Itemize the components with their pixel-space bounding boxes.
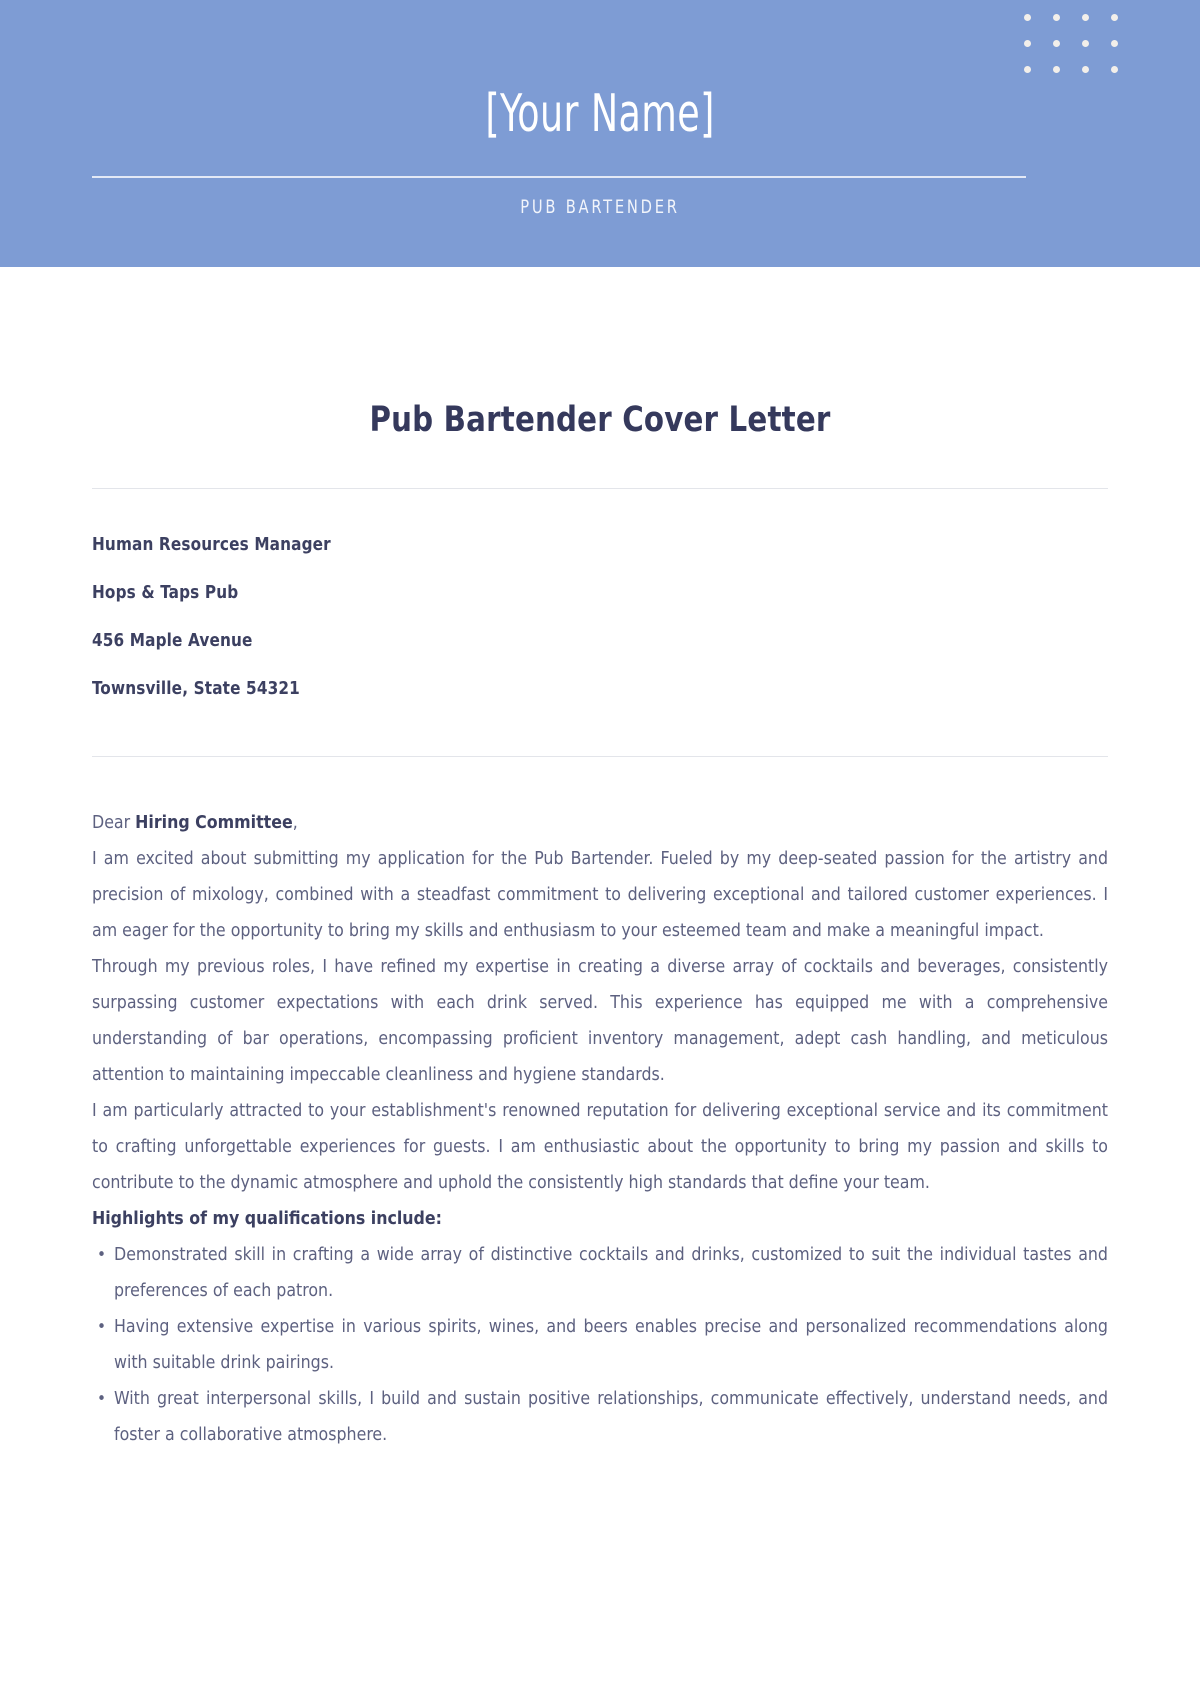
list-item: • Demonstrated skill in crafting a wide array of distinctive cocktails and drinks, customized to suit the individual tastes and preferences of each patron.: [92, 1237, 1108, 1309]
applicant-job-title: PUB BARTENDER: [520, 196, 680, 218]
highlights-heading: Highlights of my qualifications include:: [92, 1209, 442, 1229]
dot-icon: [1082, 40, 1089, 47]
dot-icon: [1082, 66, 1089, 73]
dot-icon: [1053, 40, 1060, 47]
document-body: [0, 400, 1200, 1453]
dot-icon: [1111, 66, 1118, 73]
letter-body: [92, 805, 1108, 1453]
list-item: • With great interpersonal skills, I build and sustain positive relationships, communicate effectively, understand needs, and foster a collaborative atmosphere.: [92, 1381, 1108, 1453]
dot-icon: [1111, 14, 1118, 21]
recipient-line: Human Resources Manager: [92, 535, 331, 555]
applicant-name-container: [0, 84, 1200, 144]
page-title: Pub Bartender Cover Letter: [369, 400, 831, 440]
qualifications-list: [92, 1237, 1108, 1453]
recipient-line: Hops & Taps Pub: [92, 583, 239, 603]
header-divider-rule: [92, 176, 1026, 178]
letter-paragraph: Through my previous roles, I have refined my expertise in creating a diverse array of cocktails and beverages, consistently surpassing customer expectations with each drink served. This experience has equipped me with a comprehensive understanding of bar operations, encompassing proficient inventory management, adept cash handling, and meticulous attention to maintaining impeccable cleanliness and hygiene standards.: [92, 957, 1108, 1085]
title-divider: [92, 488, 1108, 489]
dot-icon: [1082, 14, 1089, 21]
recipient-line: Townsville, State 54321: [92, 679, 300, 699]
dot-icon: [1024, 14, 1031, 21]
document-header-band: [0, 0, 1200, 267]
dot-grid-decoration: [1024, 14, 1140, 92]
salutation: [92, 805, 1108, 841]
salutation-prefix: Dear: [92, 813, 136, 833]
applicant-name: [Your Name]: [485, 84, 715, 144]
recipient-address-block: [92, 535, 1108, 699]
list-item: • Having extensive expertise in various spirits, wines, and beers enables precise and personalized recommendations along with suitable drink pairings.: [92, 1309, 1108, 1381]
salutation-suffix: ,: [292, 813, 298, 833]
dot-icon: [1024, 66, 1031, 73]
dot-icon: [1053, 14, 1060, 21]
dot-icon: [1111, 40, 1118, 47]
recipient-line: 456 Maple Avenue: [92, 631, 253, 651]
letter-paragraph: I am particularly attracted to your establishment's renowned reputation for delivering exceptional service and its commitment to crafting unforgettable experiences for guests. I am enthusiastic about the opportunity to bring my passion and skills to contribute to the dynamic atmosphere and uphold the consistently high standards that define your team.: [92, 1101, 1108, 1193]
letter-paragraph: I am excited about submitting my application for the Pub Bartender. Fueled by my deep-seated passion for the artistry and precision of mixology, combined with a steadfast commitment to delivering exceptional and tailored customer experiences. I am eager for the opportunity to bring my skills and enthusiasm to your esteemed team and make a meaningful impact.: [92, 849, 1108, 941]
dot-icon: [1024, 40, 1031, 47]
recipient-divider: [92, 756, 1108, 757]
salutation-recipient: Hiring Committee: [135, 813, 293, 833]
dot-icon: [1053, 66, 1060, 73]
